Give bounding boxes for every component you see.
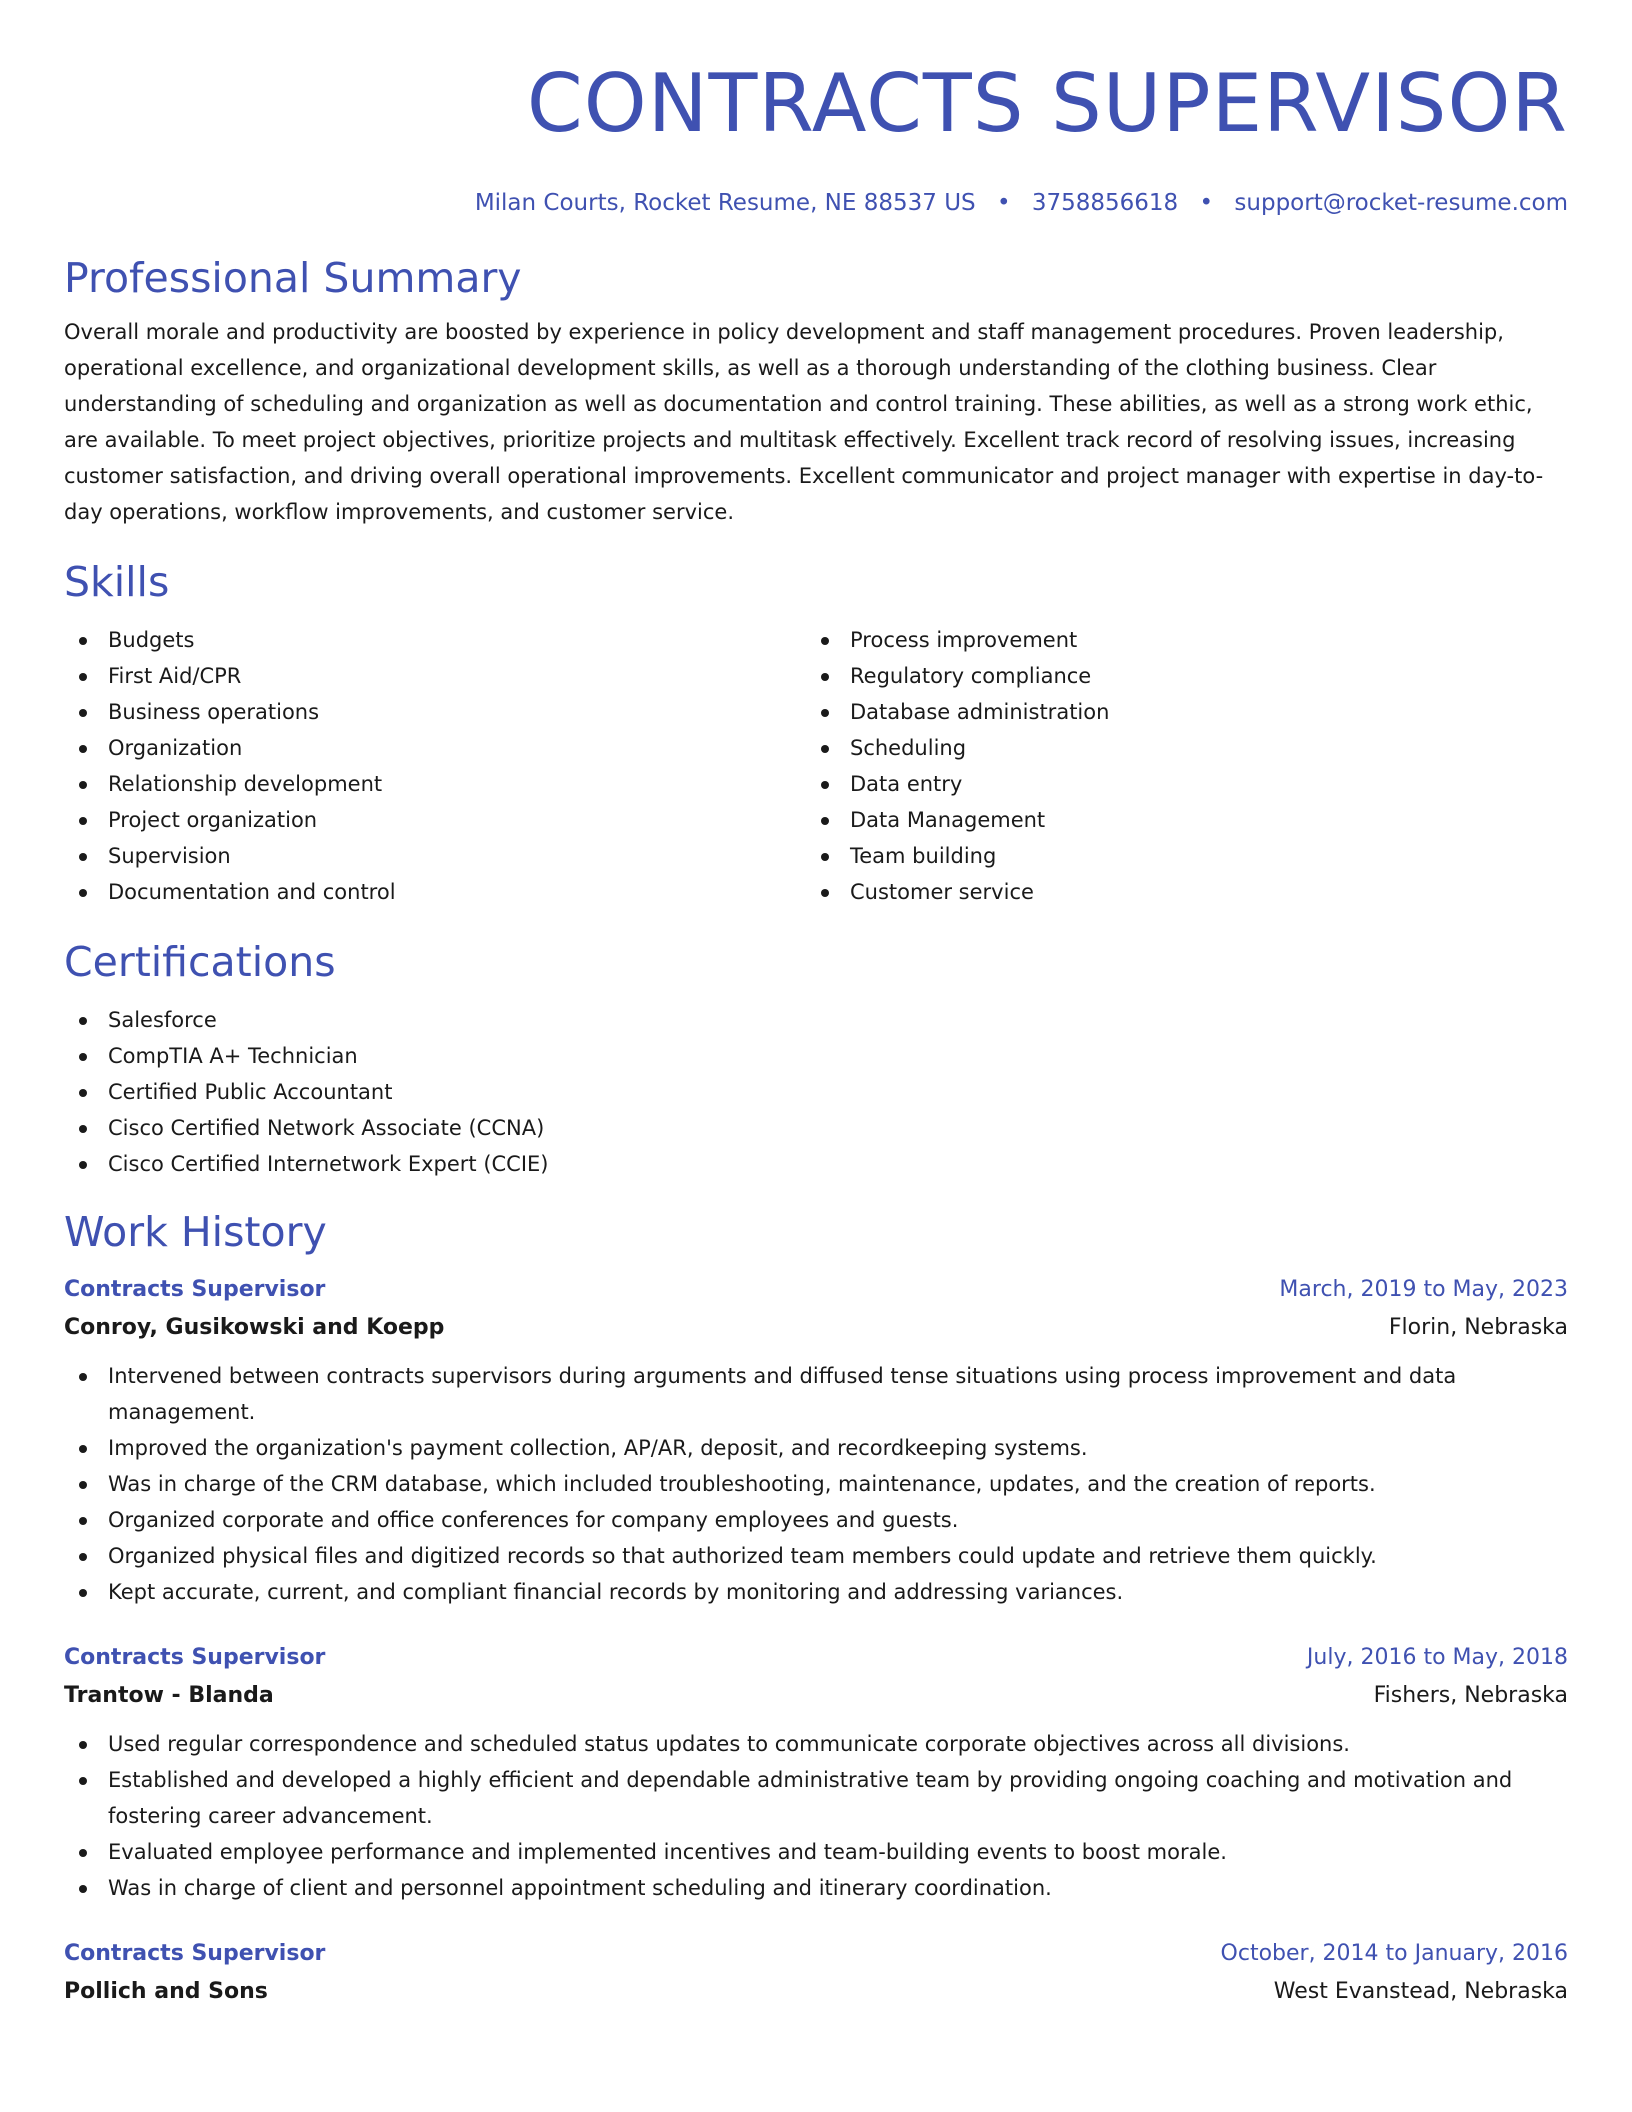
contact-email[interactable]: support@rocket-resume.com	[1234, 190, 1568, 216]
job-company-row	[64, 1676, 1568, 1716]
contact-separator: •	[1199, 190, 1214, 216]
job-location: Florin, Nebraska	[1388, 1315, 1568, 1340]
job-location: West Evanstead, Nebraska	[1273, 1979, 1568, 2004]
skill-item: Supervision	[64, 838, 806, 874]
skill-item: Relationship development	[64, 766, 806, 802]
job-entry	[64, 1936, 1568, 2012]
contact-phone: 3758856618	[1031, 190, 1179, 216]
job-dates: March, 2019 to May, 2023	[1279, 1277, 1568, 1302]
skill-item: Regulatory compliance	[806, 658, 1548, 694]
job-duties	[64, 1726, 1568, 1906]
certification-item: Salesforce	[64, 1002, 1568, 1038]
job-title: Contracts Supervisor	[64, 1645, 326, 1670]
skill-item: Project organization	[64, 802, 806, 838]
job-dates: October, 2014 to January, 2016	[1220, 1941, 1568, 1966]
job-header-row	[64, 1936, 1568, 1972]
job-duty: Established and developed a highly efficient and dependable administrative team by providing ongoing coaching and motivation and fostering career advancement.	[64, 1762, 1568, 1834]
job-header-row	[64, 1640, 1568, 1676]
skill-item: Business operations	[64, 694, 806, 730]
certification-item: Cisco Certified Network Associate (CCNA)	[64, 1110, 1568, 1146]
job-duty: Intervened between contracts supervisors during arguments and diffused tense situations using process improvement and data management.	[64, 1358, 1568, 1430]
job-company-row	[64, 1308, 1568, 1348]
skill-item: Documentation and control	[64, 874, 806, 910]
work-history-heading: Work History	[64, 1208, 327, 1256]
certifications-list	[64, 1002, 1568, 1182]
job-company: Conroy, Gusikowski and Koepp	[64, 1315, 445, 1340]
job-duty: Was in charge of client and personnel appointment scheduling and itinerary coordination.	[64, 1870, 1568, 1906]
certification-item: CompTIA A+ Technician	[64, 1038, 1568, 1074]
job-duty: Kept accurate, current, and compliant financial records by monitoring and addressing variances.	[64, 1574, 1568, 1610]
certifications-heading: Certifications	[64, 938, 336, 986]
job-location: Fishers, Nebraska	[1373, 1683, 1568, 1708]
resume-name: CONTRACTS SUPERVISOR	[526, 57, 1568, 150]
skills-list	[64, 622, 1568, 910]
job-header-row	[64, 1272, 1568, 1308]
skill-item: Data entry	[806, 766, 1548, 802]
skills-column-left	[64, 622, 806, 910]
job-duty: Evaluated employee performance and implemented incentives and team-building events to boost morale.	[64, 1834, 1568, 1870]
skill-item: Budgets	[64, 622, 806, 658]
contact-line	[64, 188, 1568, 218]
job-company: Pollich and Sons	[64, 1979, 268, 2004]
job-company-row	[64, 1972, 1568, 2012]
job-duty: Used regular correspondence and scheduled status updates to communicate corporate objectives across all divisions.	[64, 1726, 1568, 1762]
contact-address: Milan Courts, Rocket Resume, NE 88537 US	[474, 190, 976, 216]
contact-separator: •	[996, 190, 1011, 216]
summary-text: Overall morale and productivity are boosted by experience in policy development and staff management procedures. Proven leadership, operational excellence, and organizational development skills, as well as a thorough understanding of the clothing business. Clear understanding of scheduling and organization as well as documentation and control training. These abilities, as well as a strong work ethic, are available. To meet project objectives, prioritize projects and multitask effectively. Excellent track record of resolving issues, increasing customer satisfaction, and driving overall operational improvements. Excellent communicator and project manager with expertise in day-to-day operations, workflow improvements, and customer service.	[64, 320, 1544, 524]
summary-heading: Professional Summary	[64, 254, 522, 302]
skill-item: Customer service	[806, 874, 1548, 910]
skill-item: Process improvement	[806, 622, 1548, 658]
skills-heading: Skills	[64, 558, 170, 606]
job-title: Contracts Supervisor	[64, 1277, 326, 1302]
job-duty: Improved the organization's payment collection, AP/AR, deposit, and recordkeeping systems.	[64, 1430, 1568, 1466]
job-dates: July, 2016 to May, 2018	[1306, 1645, 1568, 1670]
certification-item: Cisco Certified Internetwork Expert (CCIE)	[64, 1146, 1568, 1182]
job-duty: Was in charge of the CRM database, which included troubleshooting, maintenance, updates, and the creation of reports.	[64, 1466, 1568, 1502]
job-entry	[64, 1272, 1568, 1610]
skill-item: First Aid/CPR	[64, 658, 806, 694]
job-title: Contracts Supervisor	[64, 1941, 326, 1966]
job-duty: Organized physical files and digitized records so that authorized team members could update and retrieve them quickly.	[64, 1538, 1568, 1574]
job-duty: Organized corporate and office conferences for company employees and guests.	[64, 1502, 1568, 1538]
skill-item: Data Management	[806, 802, 1548, 838]
skill-item: Scheduling	[806, 730, 1548, 766]
certification-item: Certified Public Accountant	[64, 1074, 1568, 1110]
skill-item: Team building	[806, 838, 1548, 874]
job-entry	[64, 1640, 1568, 1906]
skill-item: Database administration	[806, 694, 1548, 730]
job-duties	[64, 1358, 1568, 1610]
skills-column-right	[806, 622, 1548, 910]
job-company: Trantow - Blanda	[64, 1683, 274, 1708]
skill-item: Organization	[64, 730, 806, 766]
